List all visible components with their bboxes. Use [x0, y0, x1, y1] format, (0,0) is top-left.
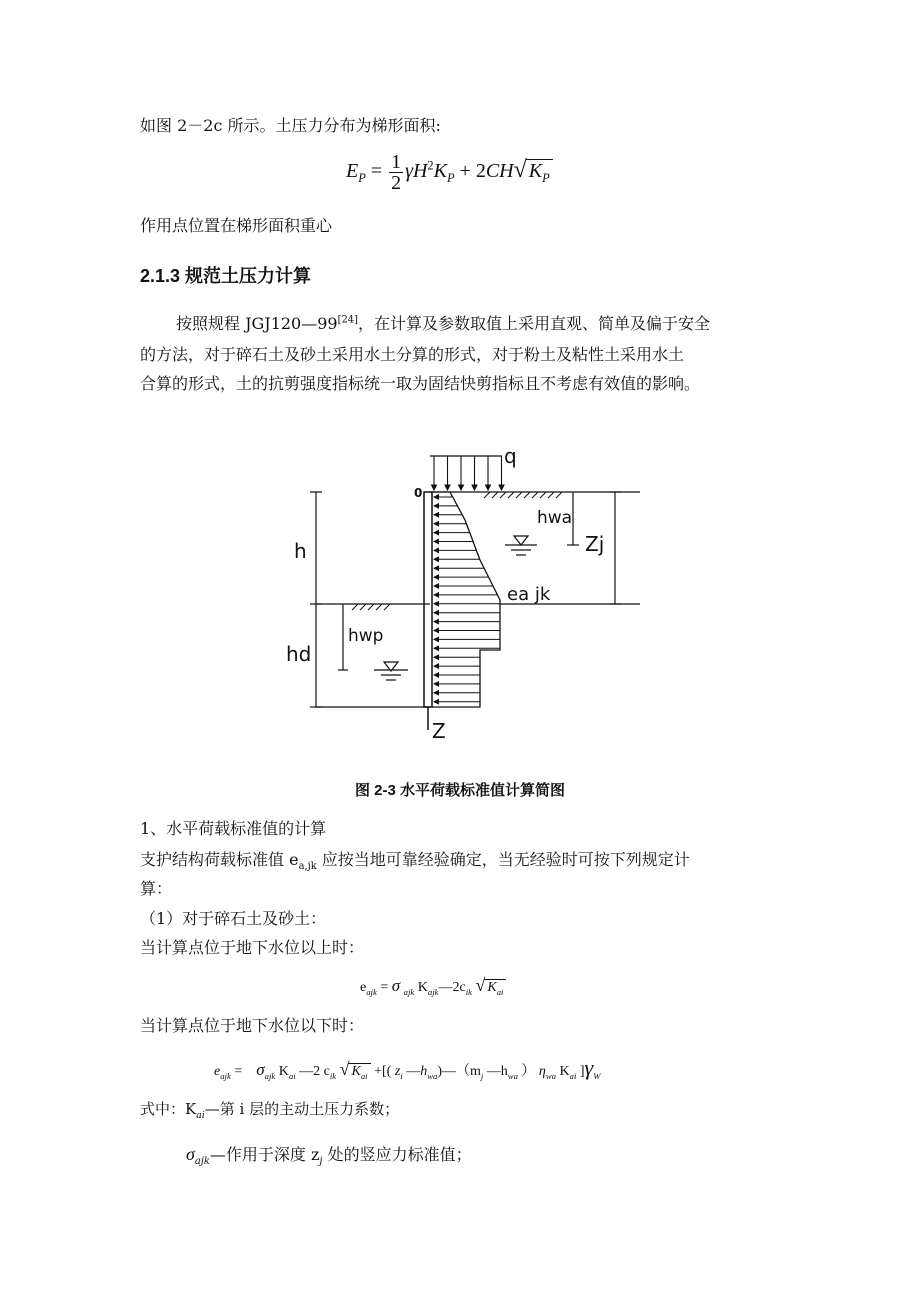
label-zj: Zj	[585, 532, 605, 556]
earth-pressure-equation: $E_P$ = $\frac{1}{2}$ $\gamma H^2K_P + 2CH√$ $K_P$	[346, 152, 553, 193]
section1-title: 1、水平荷载标准值的计算	[140, 819, 327, 838]
below-water-equation: $e_{ajk}$ = $\sigma_{ajk}$ $K_{ai}$ —2 $c_{ik}$ √ $K_{ai}$ +[( $z_i$ $—h_{wa})—(m_j$ $—h_{wa}$ ） $\eta_{wa}$ $K_{ai}$ ]$\gamma_W$	[214, 1055, 601, 1081]
below-water-text: 当计算点位于地下水位以下时：	[140, 1016, 365, 1035]
water-table-right	[505, 536, 537, 555]
para1-line3: 合算的形式，土的抗剪强度指标统一取为固结快剪指标且不考虑有效值的影响。	[140, 374, 701, 393]
where-definition: 式中：$K_{ai}—$第 i 层的主动土压力系数；	[140, 1100, 400, 1121]
centroid-text: 作用点位置在梯形面积重心	[140, 216, 333, 235]
para2-line1: 支护结构荷载标准值 $e_{a,jk}$ 应按当地可靠经验确定，当无经验时可按下列规定计	[140, 850, 690, 873]
label-h: h	[294, 539, 307, 563]
figure-caption: 图 2-3 水平荷载标准值计算简图	[354, 782, 566, 799]
label-eajk: ea jk	[507, 584, 551, 605]
pressure-diagram	[0, 430, 920, 750]
label-origin: 0	[414, 486, 423, 500]
section-heading: 2.1.3 规范土压力计算	[140, 266, 312, 286]
above-water-text: 当计算点位于地下水位以上时：	[140, 938, 365, 957]
item1-text: （1）对于碎石土及砂土：	[140, 909, 327, 928]
label-z: Z	[432, 719, 446, 743]
para1-line1: 按照规程 JGJ120—99[24]，在计算及参数取值上采用直观、简单及偏于安全	[176, 314, 710, 333]
fraction-one-half: $\frac{1}{2}$	[391, 151, 402, 194]
sigma-definition: $\sigma_{ajk}—$作用于深度 $z_j$ 处的竖应力标准值；	[186, 1144, 472, 1168]
label-q: q	[504, 444, 517, 468]
label-hwp: hwp	[348, 626, 384, 646]
above-water-equation: $e_{ajk} = \sigma$ $_{ajk}$ $K_{ajk}—2c_{ik}$ √ $K_{ai}$	[360, 975, 506, 996]
para1-line2: 的方法，对于碎石土及砂土采用水土分算的形式，对于粉土及粘性土采用水土	[140, 345, 685, 364]
label-hd: hd	[286, 642, 312, 666]
label-hwa: hwa	[537, 508, 573, 528]
water-table-left	[374, 662, 408, 680]
para2-line2: 算：	[140, 879, 173, 898]
intro-text: 如图 2－2c 所示。土压力分布为梯形面积:	[140, 116, 441, 135]
